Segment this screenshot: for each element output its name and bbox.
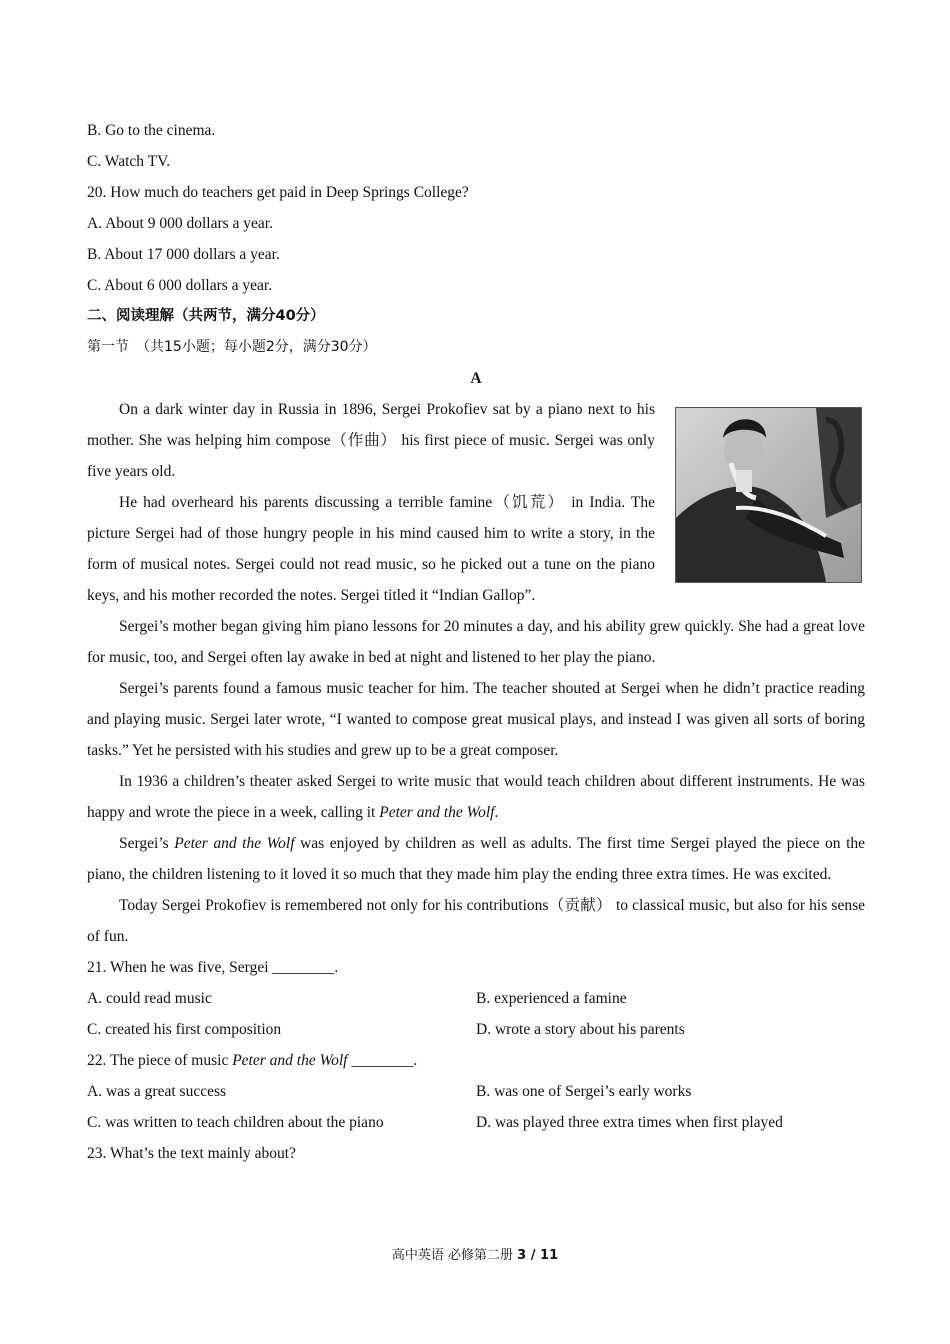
page-number: 3 / 11	[517, 1248, 559, 1263]
passage-paragraph-1: On a dark winter day in Russia in 1896, Sergei Prokofiev sat by a piano next to his mother. She was helping him compose（作曲） his first piece of music. Sergei was only five years old.	[87, 401, 655, 480]
passage-paragraph-7: Today Sergei Prokofiev is remembered not only for his contributions（贡献） to classical music, but also for his sense of fun.	[87, 897, 865, 945]
passage-label: A	[470, 370, 482, 387]
portrait-image	[676, 408, 861, 582]
option-line: B. Go to the cinema.	[87, 122, 216, 139]
option-row	[87, 1014, 865, 1045]
question-stem: 23. What’s the text mainly about?	[87, 1145, 296, 1162]
question-stem: 22. The piece of music Peter and the Wolf ________.	[87, 1052, 418, 1069]
question-stem: 20. How much do teachers get paid in Deep Springs College?	[87, 184, 469, 201]
work-title: Peter and the Wolf	[174, 835, 295, 852]
passage-paragraph-2: He had overheard his parents discussing a terrible famine（饥荒） in India. The picture Sergei had of those hungry people in his mind caused him to write a story, in the form of musical notes. Sergei could not read music, so he picked out a tune on the piano keys, and his mother recorded the notes. Sergei titled it “Indian Gallop”.	[87, 494, 655, 604]
option-a: A. could read music	[87, 990, 212, 1007]
portrait-photo	[675, 407, 862, 583]
footer-book-title: 高中英语 必修第二册	[391, 1248, 514, 1263]
passage-paragraph-4: Sergei’s parents found a famous music teacher for him. The teacher shouted at Sergei when he didn’t practice reading and playing music. Sergei later wrote, “I wanted to compose great musical plays, and instead I was given all sorts of boring tasks.” Yet he persisted with his studies and grew up to be a great composer.	[87, 680, 865, 759]
option-line: B. About 17 000 dollars a year.	[87, 246, 280, 263]
work-title: Peter and the Wolf	[232, 1052, 348, 1069]
question-stem: 21. When he was five, Sergei ________.	[87, 959, 339, 976]
option-a: A. was a great success	[87, 1083, 227, 1100]
passage-paragraph-6: Sergei’s Peter and the Wolf was enjoyed by children as well as adults. The first time Sergei played the piece on the piano, the children listening to it loved it so much that they made him play the ending three extra times. He was excited.	[87, 835, 866, 883]
passage-paragraph-5: In 1936 a children’s theater asked Sergei to write music that would teach children about different instruments. He was happy and wrote the piece in a week, calling it Peter and the Wolf.	[87, 773, 865, 821]
document-page	[87, 115, 865, 1169]
subsection-heading: 第一节 （共15小题；每小题2分，满分30分）	[87, 339, 377, 355]
option-row	[87, 1076, 865, 1107]
option-line: C. Watch TV.	[87, 153, 171, 170]
option-d: D. wrote a story about his parents	[476, 1021, 685, 1038]
section-heading: 二、阅读理解（共两节，满分40分）	[87, 308, 325, 324]
option-line: A. About 9 000 dollars a year.	[87, 215, 273, 232]
passage-paragraph-3: Sergei’s mother began giving him piano lessons for 20 minutes a day, and his ability grew quickly. She had a great love for music, too, and Sergei often lay awake in bed at night and listened to her play the piano.	[87, 618, 865, 666]
option-line: C. About 6 000 dollars a year.	[87, 277, 273, 294]
option-c: C. created his first composition	[87, 1021, 282, 1038]
option-b: B. experienced a famine	[476, 990, 627, 1007]
option-row	[87, 1107, 865, 1138]
work-title: Peter and the Wolf	[379, 804, 495, 821]
option-d: D. was played three extra times when first played	[476, 1114, 783, 1131]
option-row	[87, 983, 865, 1014]
option-c: C. was written to teach children about the piano	[87, 1114, 384, 1131]
option-b: B. was one of Sergei’s early works	[476, 1083, 692, 1100]
page-footer	[0, 1244, 950, 1263]
